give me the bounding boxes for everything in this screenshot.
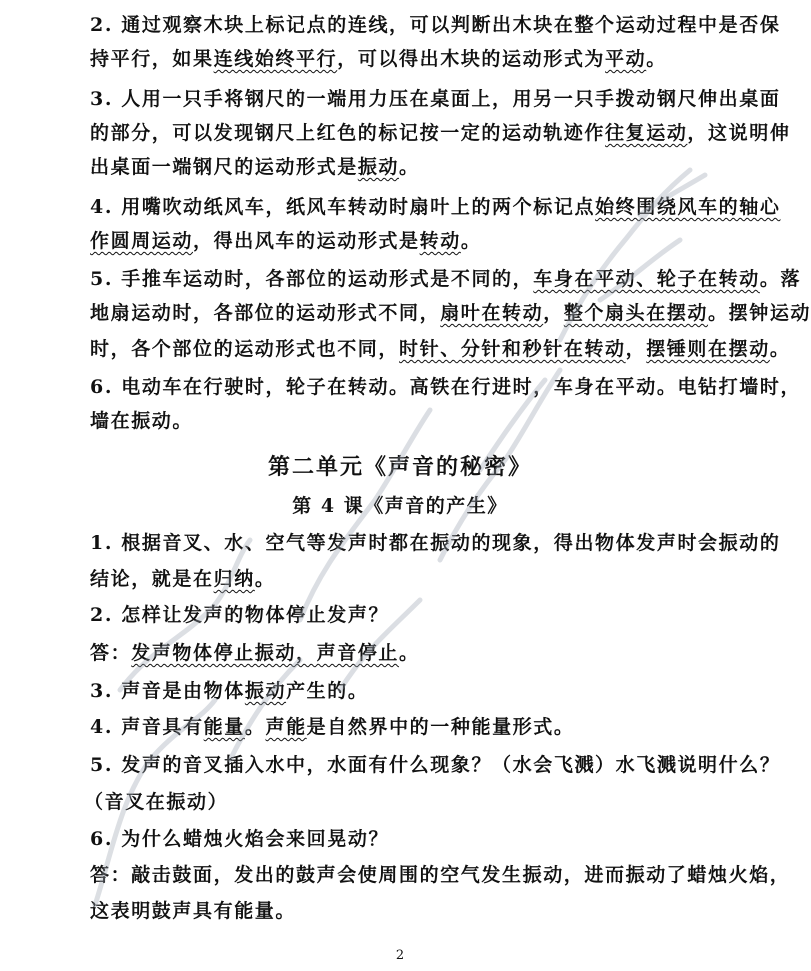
unit2-item-2-answer (90, 640, 730, 666)
text: 4. 声音具有 (90, 716, 204, 738)
unit2-item-6-answer-line-2 (90, 898, 730, 924)
text: ， (543, 302, 564, 324)
paragraph-item-5-line-1 (90, 266, 802, 292)
text: 是自然界中的一种能量形式。 (306, 716, 575, 738)
text: 产生的。 (286, 680, 369, 702)
text: 持平行，如果 (90, 48, 214, 70)
underlined-text: 作圆周运动 (90, 230, 194, 252)
text: 。 (399, 642, 420, 664)
paragraph-item-3-line-3 (90, 154, 730, 180)
paragraph-item-4-line-1 (90, 194, 781, 220)
text: 的部分，可以发现钢尺上红色的标记按一定的运动轨迹作 (90, 122, 606, 144)
underlined-text: 归纳 (213, 568, 255, 590)
underlined-text: 振动 (357, 156, 400, 178)
text: 。 (244, 716, 266, 738)
paragraph-item-2-line-1 (90, 12, 781, 38)
paragraph-item-5-line-3 (90, 336, 791, 362)
unit2-item-1-line-2 (90, 566, 730, 592)
page-number: 2 (395, 948, 405, 963)
text: 出桌面一端钢尺的运动形式是 (90, 156, 358, 178)
unit2-item-5-line-2 (84, 789, 724, 815)
paragraph-item-6-line-1 (90, 374, 802, 400)
text: 墙在振动。 (90, 410, 194, 432)
lesson-title: 第 4 课《声音的产生》 (292, 495, 508, 517)
paragraph-item-5-line-2 (90, 300, 811, 326)
watermark-stroke (230, 660, 300, 760)
text: 6. 电动车在行驶时，轮子在转动。高铁在行进时，车身在平动。电钻打墙时， (90, 376, 802, 398)
text: 。 (399, 156, 420, 178)
underlined-text: 转动 (419, 230, 461, 252)
text: 2. 怎样让发声的物体停止发声？ (90, 604, 390, 626)
text: 5. 发声的音叉插入水中，水面有什么现象？（水会飞溅）水飞溅说明什么？ (90, 754, 781, 776)
text: 结论，就是在 (90, 568, 214, 590)
unit2-item-6-question (90, 826, 730, 852)
unit2-item-6-answer-line-1 (90, 862, 791, 888)
text: ，这说明伸 (687, 122, 791, 144)
unit2-item-4 (90, 714, 730, 740)
text: ，可以得出木块的运动形式为 (337, 48, 606, 70)
text: 3. 人用一只手将钢尺的一端用力压在桌面上，用另一只手拨动钢尺伸出桌面 (90, 88, 781, 110)
unit-title: 第二单元《声音的秘密》 (267, 454, 532, 480)
text: 1. 根据音叉、水、空气等发声时都在振动的现象，得出物体发声时会振动的 (90, 532, 781, 554)
underlined-text: 声能 (265, 716, 307, 738)
text: 2. 通过观察木块上标记点的连线，可以判断出木块在整个运动过程中是否保 (90, 14, 781, 36)
unit2-item-5-line-1 (90, 752, 781, 778)
text: 3. 声音是由物体 (90, 680, 245, 702)
underlined-text: 能量 (203, 716, 245, 738)
text: 4. 用嘴吹动纸风车，纸风车转动时扇叶上的两个标记点 (90, 196, 596, 218)
paragraph-item-3-line-2 (90, 120, 791, 146)
paragraph-item-4-line-2 (90, 228, 730, 254)
unit2-item-2-question (90, 602, 730, 628)
text: ，得出风车的运动形式是 (193, 230, 420, 252)
text: 。 (646, 48, 667, 70)
underlined-text: 连线始终平行 (213, 48, 338, 70)
text: 。摆钟运动 (708, 302, 811, 324)
text: 时，各个部位的运动形式也不同， (90, 338, 400, 360)
text: （音叉在振动） (84, 791, 229, 813)
paragraph-item-2-line-2 (90, 46, 730, 72)
text: 这表明鼓声具有能量。 (90, 900, 297, 922)
text: 。 (769, 338, 791, 360)
unit2-item-1-line-1 (90, 530, 781, 556)
text: 。落 (759, 268, 802, 290)
text: 答：敲击鼓面，发出的鼓声会使周围的空气发生振动，进而振动了蜡烛火焰， (90, 864, 791, 886)
underlined-text: 摆锤则在摆动 (646, 338, 770, 360)
paragraph-item-6-line-2 (90, 408, 730, 434)
text: 。 (254, 568, 276, 590)
text: 。 (460, 230, 482, 252)
underlined-text: 平动 (605, 48, 647, 70)
underlined-text: 车身在平动、轮子在转动 (533, 268, 760, 290)
unit2-item-3 (90, 678, 730, 704)
text: 5. 手推车运动时，各部位的运动形式是不同的， (90, 268, 534, 290)
underlined-text: 整个扇头在摆动 (563, 302, 709, 324)
underlined-text: 始终围绕风车的轴心 (595, 196, 781, 218)
text: 6. 为什么蜡烛火焰会来回晃动？ (90, 828, 390, 850)
paragraph-item-3-line-1 (90, 86, 781, 112)
underlined-text: 振动 (244, 680, 287, 702)
underlined-text: 往复运动 (605, 122, 688, 144)
text: 答： (90, 642, 132, 664)
text: ， (625, 338, 647, 360)
underlined-text: 扇叶在转动 (440, 302, 544, 324)
text: 地扇运动时，各部位的运动形式不同， (90, 302, 441, 324)
underlined-text: 发声物体停止振动，声音停止 (131, 642, 400, 664)
underlined-text: 时针、分针和秒针在转动 (399, 338, 626, 360)
